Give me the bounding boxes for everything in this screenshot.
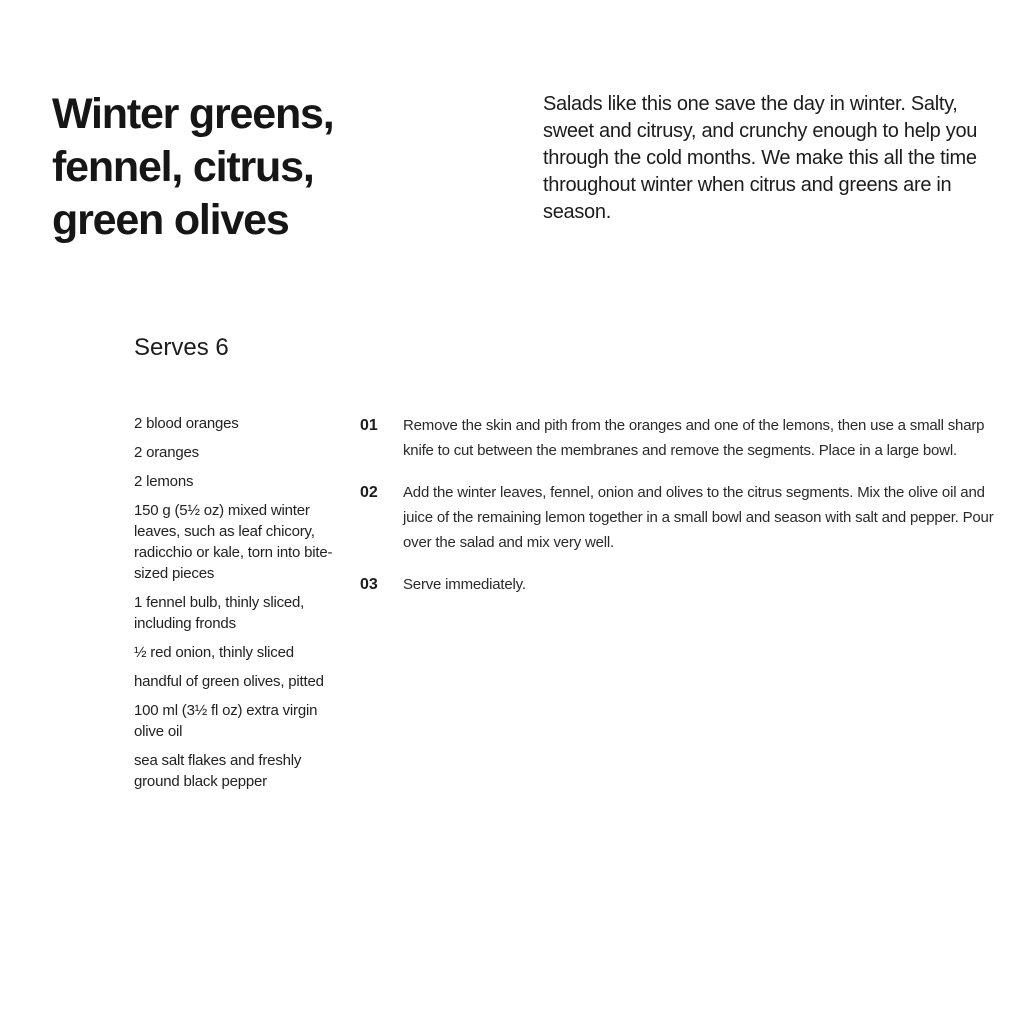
ingredient-list <box>134 413 334 800</box>
step-text: Remove the skin and pith from the oranges and one of the lemons, then use a small sharp knife to cut between the membranes and remove the segments. Place in a large bowl. <box>403 417 985 459</box>
ingredient-item: ½ red onion, thinly sliced <box>134 644 294 661</box>
serves-heading: Serves 6 <box>134 334 229 361</box>
step-number: 02 <box>360 484 378 501</box>
step-text: Add the winter leaves, fennel, onion and olives to the citrus segments. Mix the olive oil and juice of the remaining lemon together in a small bowl and season with salt and pepper. Pour over the salad and mix very well. <box>403 484 994 551</box>
step-number: 03 <box>360 576 378 593</box>
step-text: Serve immediately. <box>403 576 526 593</box>
method-step <box>360 480 1000 555</box>
ingredient-item: 150 g (5½ oz) mixed winter leaves, such as leaf chicory, radicchio or kale, torn into bite-sized pieces <box>134 502 333 582</box>
ingredient-item: 100 ml (3½ fl oz) extra virgin olive oil <box>134 702 318 740</box>
ingredient-item: 2 blood oranges <box>134 415 239 432</box>
ingredient-item: 1 fennel bulb, thinly sliced, including fronds <box>134 594 305 632</box>
ingredient-item: sea salt flakes and freshly ground black pepper <box>134 752 302 790</box>
recipe-intro: Salads like this one save the day in winter. Salty, sweet and citrusy, and crunchy enough to help you through the cold months. We make this all the time throughout winter when citrus and greens are in season. <box>543 93 978 223</box>
ingredient-item: 2 oranges <box>134 444 199 461</box>
step-number: 01 <box>360 417 378 434</box>
method-step <box>360 413 1000 463</box>
recipe-title: Winter greens, fennel, citrus, green olives <box>52 90 334 244</box>
ingredient-item: handful of green olives, pitted <box>134 673 324 690</box>
ingredient-item: 2 lemons <box>134 473 194 490</box>
method-step <box>360 572 1000 597</box>
method-steps <box>360 413 1000 614</box>
